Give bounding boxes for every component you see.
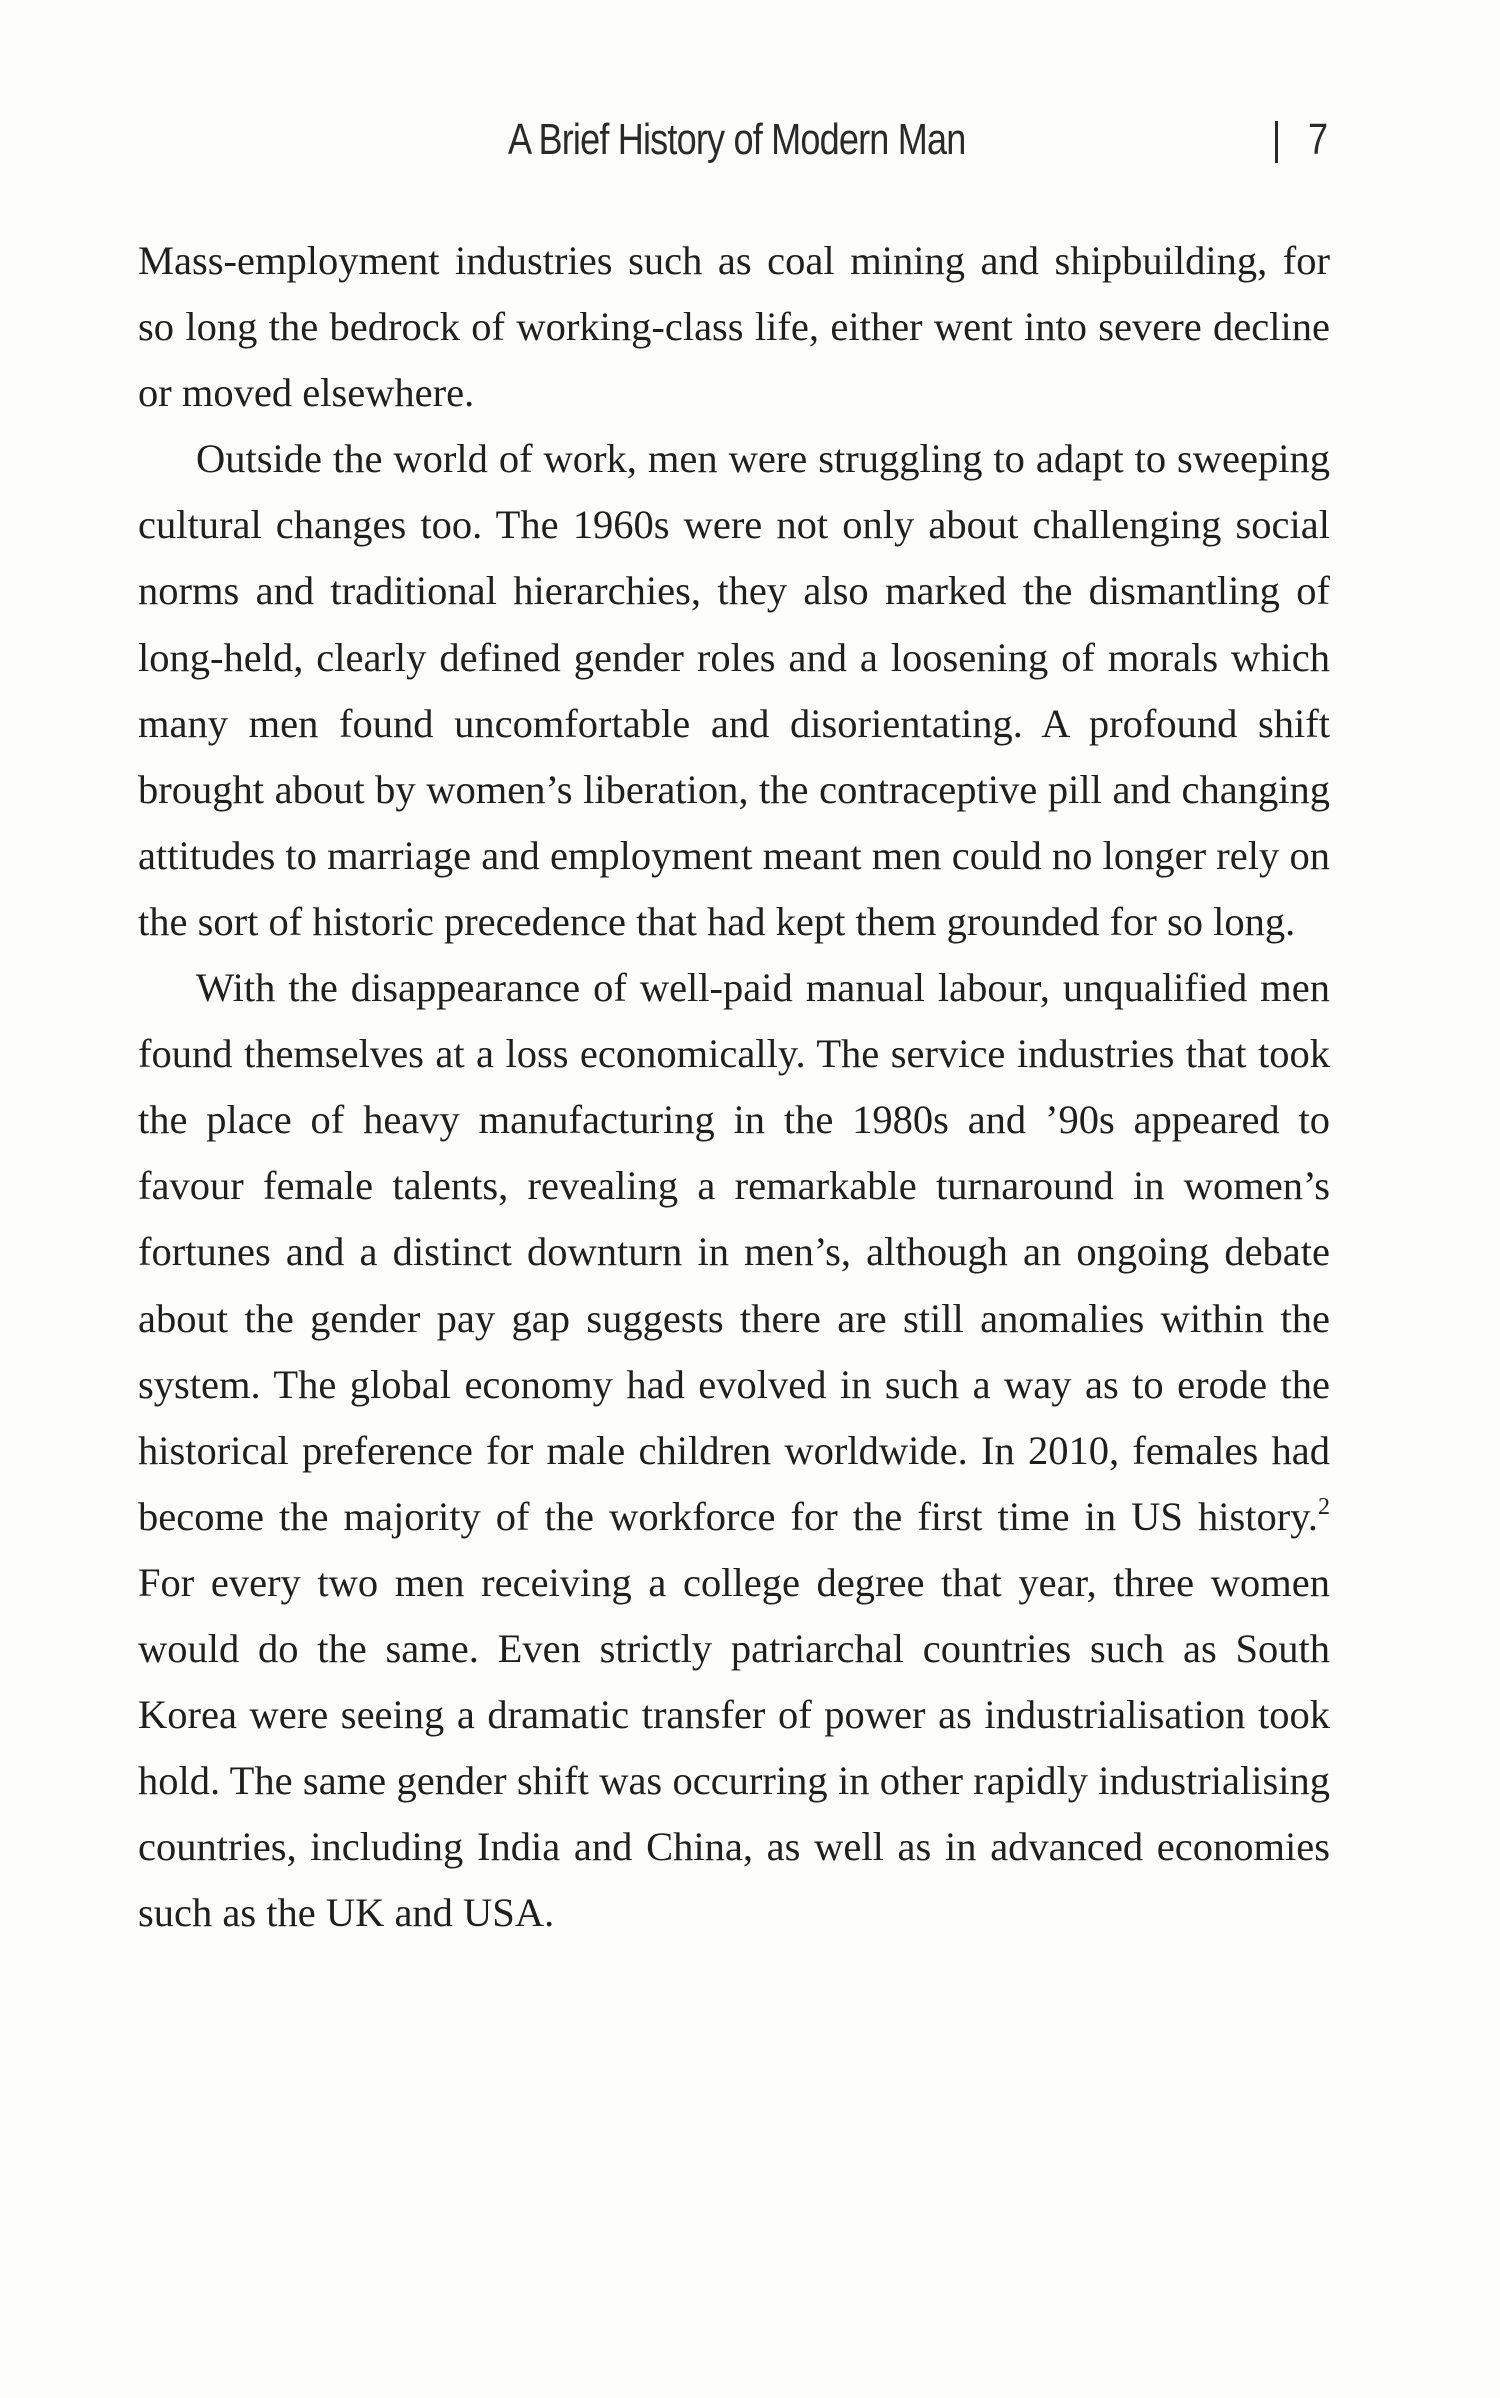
paragraph-2: Outside the world of work, men were struggling to adapt to sweeping cultural changes too. The 1960s were not only about challenging social norms and traditional hierarchies, they also marked the dismantling of long-held, clearly defined gender roles and a loosening of morals which many men found uncomfortable and disorientating. A profound shift brought about by women’s liberation, the contraceptive pill and changing attitudes to marriage and employment meant men could no longer rely on the sort of historic precedence that had kept them grounded for so long. bbox=[138, 436, 1330, 944]
body-text bbox=[138, 228, 1330, 1946]
running-head bbox=[138, 115, 1330, 185]
paragraph-3 bbox=[138, 955, 1330, 1946]
header-divider bbox=[1275, 121, 1278, 163]
paragraph-3-text-a: With the disappearance of well-paid manual labour, unqualified men found themselves at a loss economically. The service industries that took the place of heavy manufacturing in the 1980s and ’90s appeared to favour female talents, revealing a remarkable turnaround in women’s fortunes and a distinct downturn in men’s, although an ongoing debate about the gender pay gap suggests there are still anomalies within the system. The global economy had evolved in such a way as to erode the historical preference for male children worldwide. In 2010, females had become the majority of the workforce for the first time in US history. bbox=[138, 965, 1330, 1539]
footnote-marker: 2 bbox=[1318, 1493, 1330, 1520]
paragraph-1: Mass-employment industries such as coal mining and shipbuilding, for so long the bedrock of working-class life, either went into severe decline or moved elsewhere. bbox=[138, 238, 1330, 416]
page-number: 7 bbox=[1308, 115, 1329, 164]
running-title: A Brief History of Modern Man bbox=[508, 115, 966, 164]
paragraph-3-text-b: For every two men receiving a college degree that year, three women would do the same. Even strictly patriarchal countries such as South Korea were seeing a dramatic transfer of power as industrialisation took hold. The same gender shift was occurring in other rapidly industrialising countries, including India and China, as well as in advanced economies such as the UK and USA. bbox=[138, 1559, 1330, 1936]
